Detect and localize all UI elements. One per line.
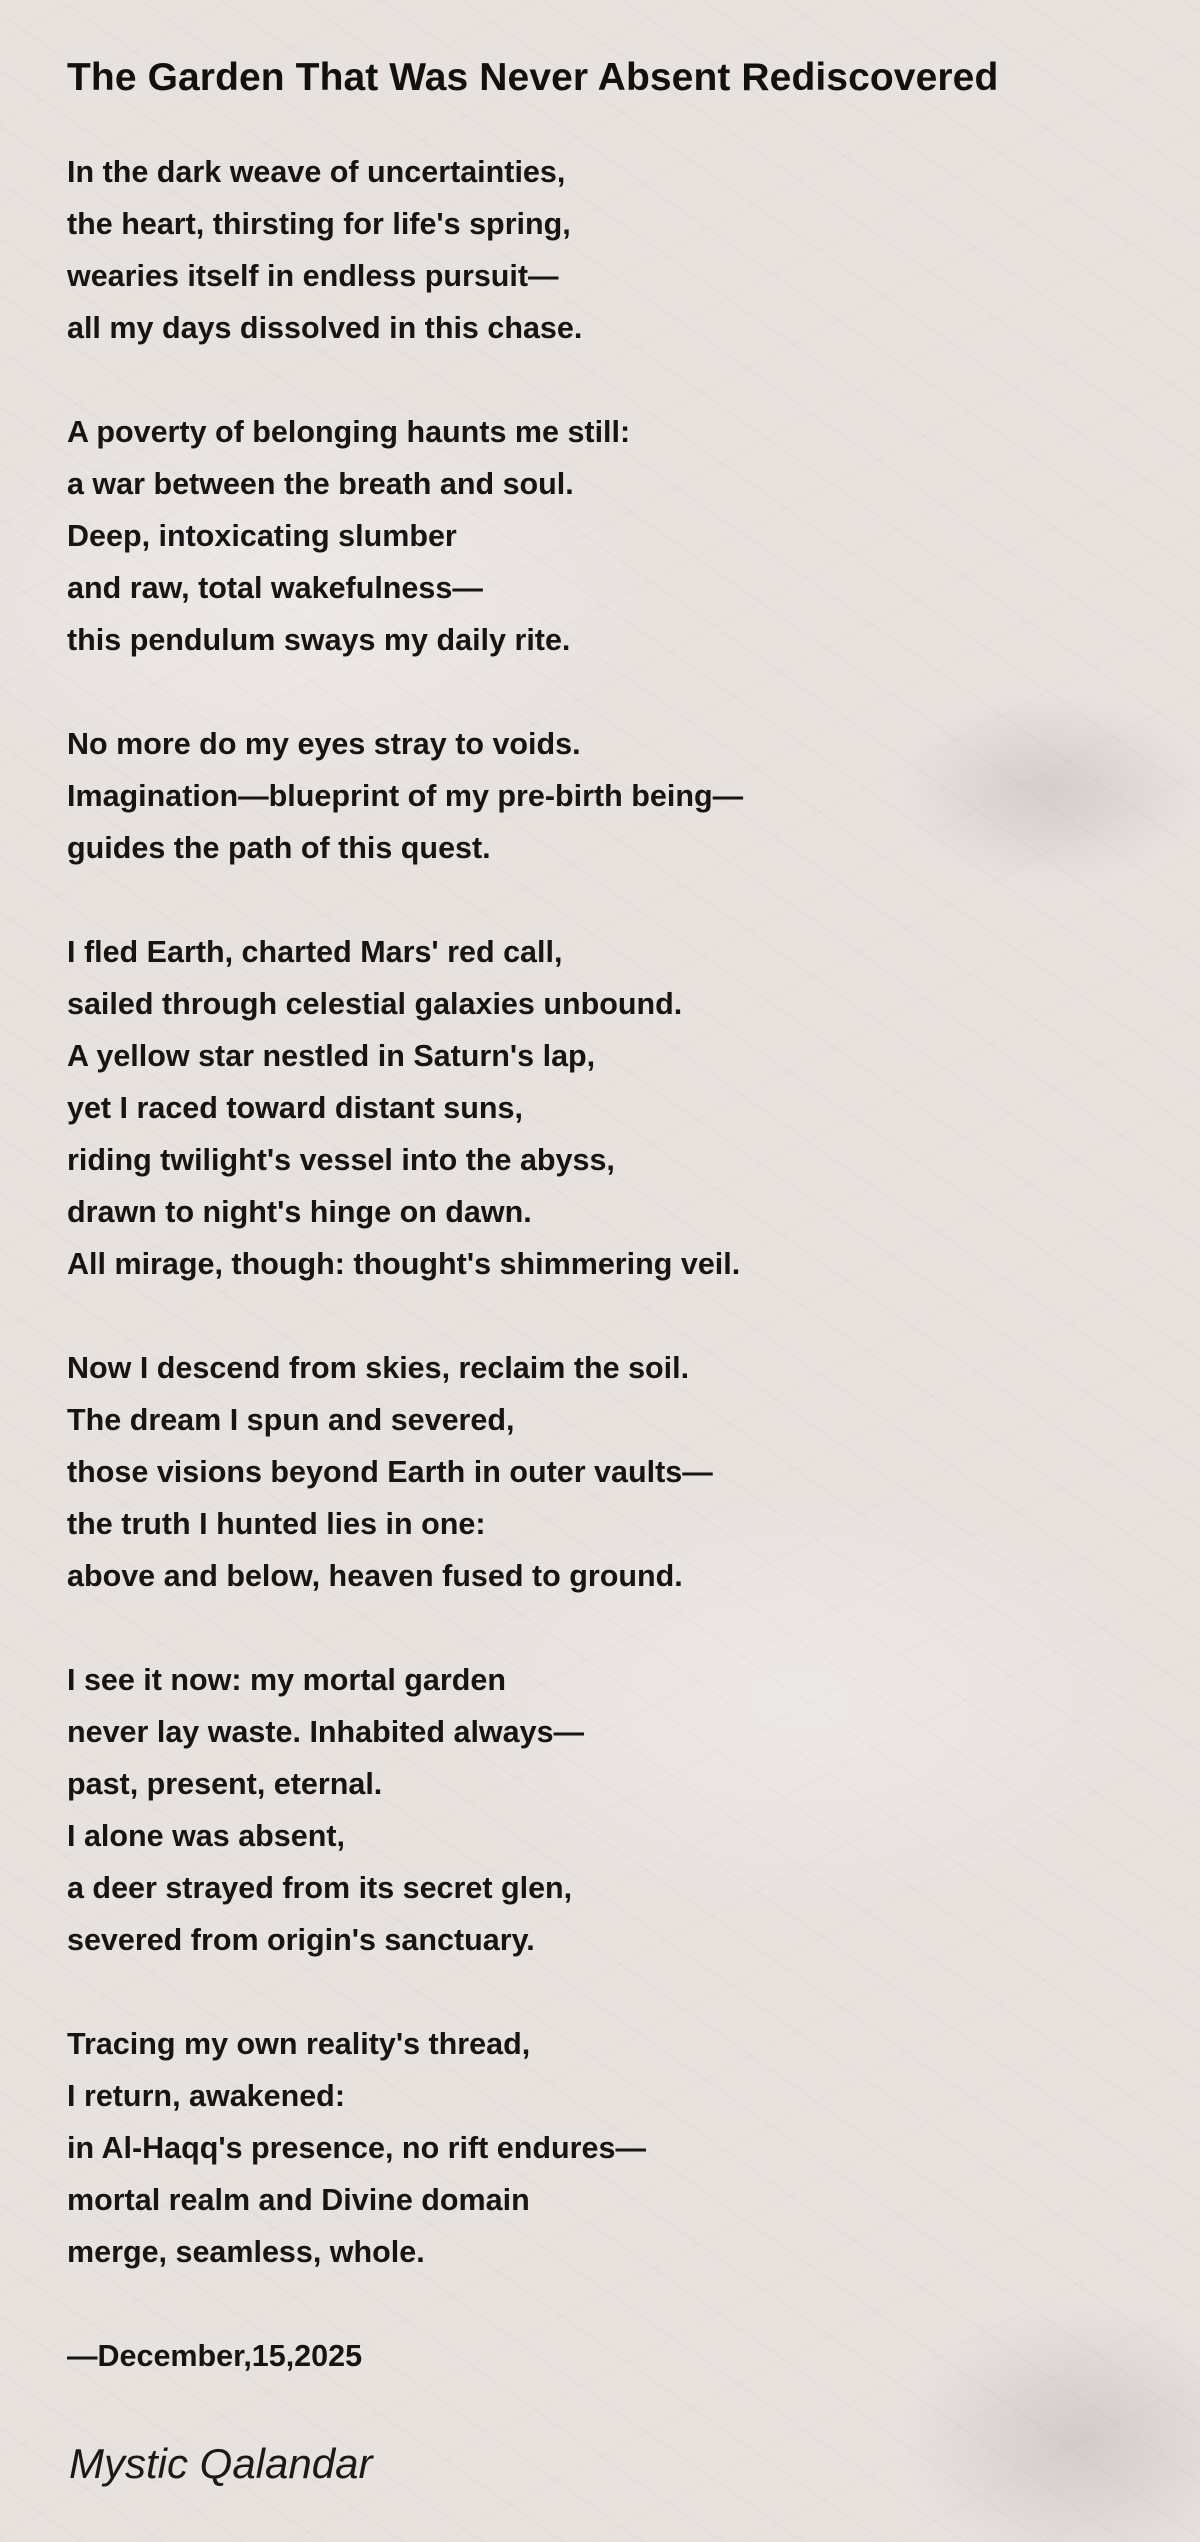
poem-line: wearies itself in endless pursuit— xyxy=(67,259,559,293)
poem-line: In the dark weave of uncertainties, xyxy=(67,155,566,189)
poem-line: those visions beyond Earth in outer vaults— xyxy=(67,1455,713,1489)
poem-line: I see it now: my mortal garden xyxy=(67,1663,506,1697)
poem-line: the heart, thirsting for life's spring, xyxy=(67,207,571,241)
poem-line: I fled Earth, charted Mars' red call, xyxy=(67,935,563,969)
stanza-3 xyxy=(67,718,743,874)
poem-date: —December,15,2025 xyxy=(67,2339,363,2373)
poem-line: a deer strayed from its secret glen, xyxy=(67,1871,573,1905)
poem-body xyxy=(67,146,743,2382)
poem-line: a war between the breath and soul. xyxy=(67,467,574,501)
poem-line: merge, seamless, whole. xyxy=(67,2235,425,2269)
stanza-4 xyxy=(67,926,743,1290)
stanza-1 xyxy=(67,146,743,354)
poem-line: never lay waste. Inhabited always— xyxy=(67,1715,585,1749)
poem-line: Tracing my own reality's thread, xyxy=(67,2027,531,2061)
poem-line: drawn to night's hinge on dawn. xyxy=(67,1195,532,1229)
poem-line: mortal realm and Divine domain xyxy=(67,2183,530,2217)
poem-line: sailed through celestial galaxies unbound. xyxy=(67,987,683,1021)
poem-line: guides the path of this quest. xyxy=(67,831,491,865)
poem-line: The dream I spun and severed, xyxy=(67,1403,515,1437)
poem-line: No more do my eyes stray to voids. xyxy=(67,727,581,761)
poem-line: riding twilight's vessel into the abyss, xyxy=(67,1143,615,1177)
poem-line: yet I raced toward distant suns, xyxy=(67,1091,523,1125)
stanza-2 xyxy=(67,406,743,666)
poem-line: the truth I hunted lies in one: xyxy=(67,1507,486,1541)
poem-line: I alone was absent, xyxy=(67,1819,345,1853)
poem-title: The Garden That Was Never Absent Rediscovered xyxy=(67,56,999,99)
poem-line: severed from origin's sanctuary. xyxy=(67,1923,535,1957)
poem-line: above and below, heaven fused to ground. xyxy=(67,1559,683,1593)
poem-line: A yellow star nestled in Saturn's lap, xyxy=(67,1039,596,1073)
poem-line: this pendulum sways my daily rite. xyxy=(67,623,571,657)
poem-line: and raw, total wakefulness— xyxy=(67,571,483,605)
poem-line: A poverty of belonging haunts me still: xyxy=(67,415,631,449)
poem-line: I return, awakened: xyxy=(67,2079,345,2113)
author-name: Mystic Qalandar xyxy=(69,2440,373,2487)
stanza-6 xyxy=(67,1654,743,1966)
poem-line: all my days dissolved in this chase. xyxy=(67,311,583,345)
poem-page xyxy=(67,0,1167,2373)
poem-line: Now I descend from skies, reclaim the soil. xyxy=(67,1351,690,1385)
stanza-5 xyxy=(67,1342,743,1602)
poem-line: in Al-Haqq's presence, no rift endures— xyxy=(67,2131,646,2165)
poem-line: All mirage, though: thought's shimmering veil. xyxy=(67,1247,741,1281)
poem-line: past, present, eternal. xyxy=(67,1767,383,1801)
stanza-7 xyxy=(67,2018,743,2278)
poem-line: Imagination—blueprint of my pre-birth being— xyxy=(67,779,744,813)
poem-line: Deep, intoxicating slumber xyxy=(67,519,457,553)
